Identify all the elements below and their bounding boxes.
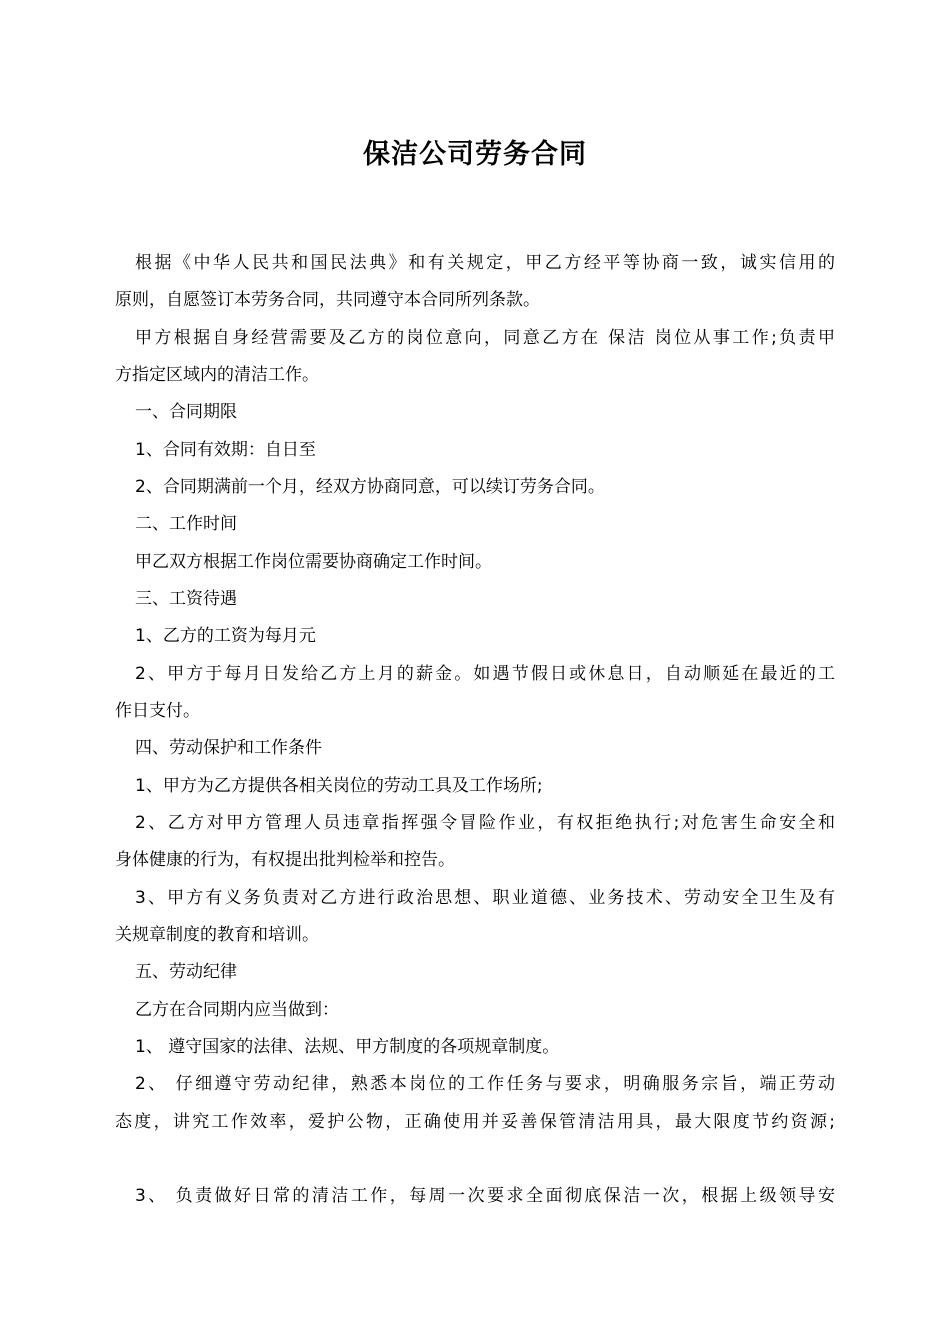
paragraph-line: 根据《中华人民共和国民法典》和有关规定，甲乙方经平等协商一致，诚实信用的 bbox=[135, 253, 835, 273]
paragraph-line: 1、甲方为乙方提供各相关岗位的劳动工具及工作场所; bbox=[135, 776, 543, 796]
section-heading: 五、劳动纪律 bbox=[135, 962, 237, 982]
paragraph-line: 作日支付。 bbox=[115, 701, 200, 721]
paragraph-line: 身体健康的行为，有权提出批判检举和控告。 bbox=[115, 850, 455, 870]
paragraph-line: 乙方在合同期内应当做到： bbox=[135, 1000, 339, 1020]
paragraph-line: 1、乙方的工资为每月元 bbox=[135, 626, 316, 646]
section-heading: 一、合同期限 bbox=[135, 402, 237, 422]
paragraph-line: 甲方根据自身经营需要及乙方的岗位意向，同意乙方在 保洁 岗位从事工作;负责甲 bbox=[135, 328, 835, 348]
paragraph-line: 2、乙方对甲方管理人员违章指挥强令冒险作业，有权拒绝执行;对危害生命安全和 bbox=[135, 813, 835, 833]
paragraph-line: 3、甲方有义务负责对乙方进行政治思想、职业道德、业务技术、劳动安全卫生及有 bbox=[135, 888, 835, 908]
section-heading: 四、劳动保护和工作条件 bbox=[135, 738, 322, 758]
paragraph-line: 关规章制度的教育和培训。 bbox=[115, 925, 319, 945]
list-item: 3、 负责做好日常的清洁工作，每周一次要求全面彻底保洁一次，根据上级领导安 bbox=[135, 1186, 835, 1206]
paragraph-line: 2、合同期满前一个月，经双方协商同意，可以续订劳务合同。 bbox=[135, 477, 605, 497]
list-item: 1、 遵守国家的法律、法规、甲方制度的各项规章制度。 bbox=[135, 1037, 560, 1057]
paragraph-line: 原则，自愿签订本劳务合同，共同遵守本合同所列条款。 bbox=[115, 290, 540, 310]
list-item: 2、 仔细遵守劳动纪律，熟悉本岗位的工作任务与要求，明确服务宗旨，端正劳动 bbox=[135, 1074, 835, 1094]
paragraph-line: 方指定区域内的清洁工作。 bbox=[115, 365, 319, 385]
paragraph-line: 态度，讲究工作效率，爱护公物，正确使用并妥善保管清洁用具，最大限度节约资源; bbox=[115, 1112, 835, 1132]
document-title: 保洁公司劳务合同 bbox=[363, 139, 587, 170]
section-heading: 三、工资待遇 bbox=[135, 589, 237, 609]
paragraph-line: 甲乙双方根据工作岗位需要协商确定工作时间。 bbox=[135, 552, 492, 572]
paragraph-line: 1、合同有效期：自日至 bbox=[135, 440, 316, 460]
section-heading: 二、工作时间 bbox=[135, 514, 237, 534]
paragraph-line: 2、甲方于每月日发给乙方上月的薪金。如遇节假日或休息日，自动顺延在最近的工 bbox=[135, 664, 835, 684]
